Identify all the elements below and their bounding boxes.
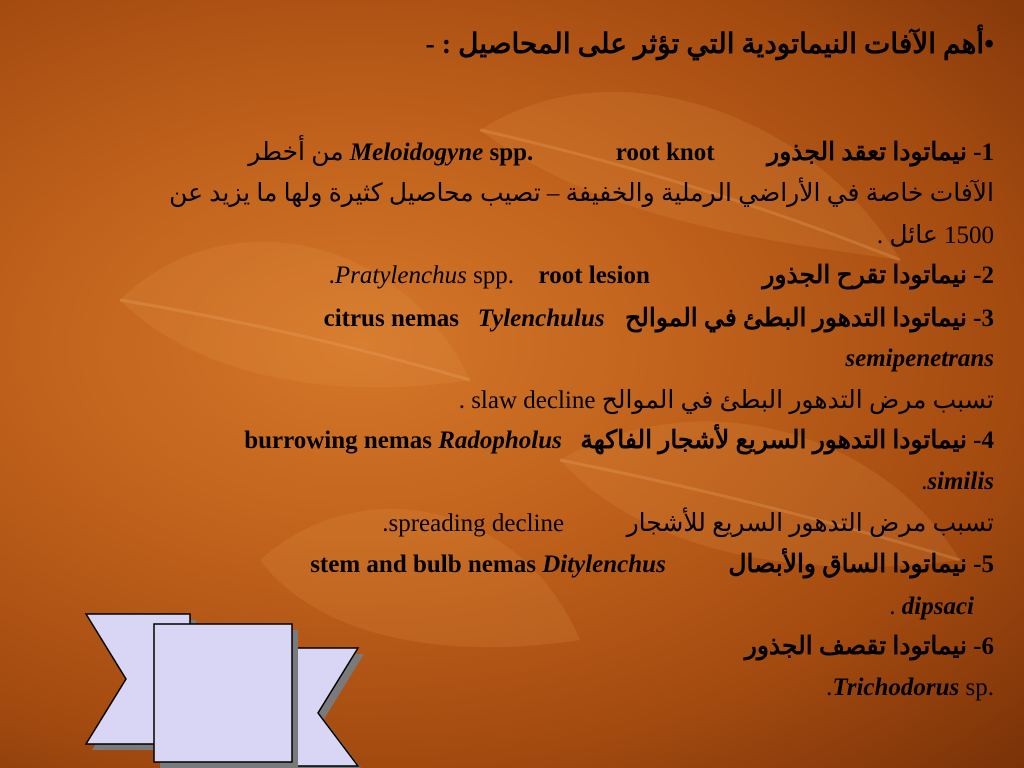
item-6-arabic-name: 6- نيماتودا تقصف الجذور <box>744 633 994 660</box>
item-4-desc-arabic: تسبب مرض التدهور السريع للأشجار <box>626 510 994 537</box>
item-4-species-line <box>30 467 994 497</box>
item-1-line <box>30 138 994 168</box>
item-4-desc <box>30 509 994 539</box>
item-2-line <box>30 261 994 291</box>
item-1-genus: Meloidogyne <box>349 139 484 166</box>
item-2-spp: spp. <box>473 262 515 289</box>
item-4-common-name: burrowing nemas <box>244 427 432 454</box>
item-4-desc-dot: . <box>382 510 389 537</box>
item-3-desc-arabic: تسبب مرض التدهور البطئ في الموالح <box>601 387 994 414</box>
item-2-dot: . <box>328 262 335 289</box>
item-3-desc-english: slaw decline <box>471 387 596 414</box>
item-4-species: similis <box>927 468 994 495</box>
item-1-desc-1: الآفات خاصة في الأراضي الرملية والخفيفة – تصيب محاصيل كثيرة ولها ما يزيد عن <box>169 180 994 207</box>
item-4-arabic-name: 4- نيماتودا التدهور السريع لأشجار الفاكهة <box>580 427 994 454</box>
item-1-spp: spp. <box>489 139 534 166</box>
item-6-dot: . <box>826 674 833 701</box>
item-3-desc-dot: . <box>458 387 465 414</box>
item-2-genus: Pratylenchus <box>334 262 467 289</box>
item-6-genus: Trichodorus <box>832 674 960 701</box>
item-4-desc-english: spreading decline <box>388 510 565 537</box>
item-3-genus: Tylenchulus <box>477 305 605 332</box>
item-4-line <box>30 426 994 456</box>
item-5-arabic-name: 5- نيماتودا الساق والأبصال <box>728 551 994 578</box>
item-1-arabic-name: 1- نيماتودا تعقد الجذور <box>767 139 994 166</box>
item-3-line <box>30 304 994 334</box>
item-2-common-name: root lesion <box>538 262 650 289</box>
item-3-species: semipenetrans <box>845 345 994 372</box>
item-5-species: dipsaci <box>901 593 974 620</box>
item-2-arabic-name: 2- نيماتودا تقرح الجذور <box>762 262 994 289</box>
item-4-genus: Radopholus <box>438 427 562 454</box>
decorative-banner-shapes <box>78 600 378 768</box>
item-3-common-name: citrus nemas <box>323 305 459 332</box>
slide-title: •أهم الآفات النيماتودية التي تؤثر على المحاصيل : - <box>425 29 994 60</box>
item-5-line <box>30 550 994 580</box>
item-3-arabic-name: 3- نيماتودا التدهور البطئ في الموالح <box>625 305 994 332</box>
item-6-spp: sp. <box>965 674 994 701</box>
item-4-dot: . <box>921 468 928 495</box>
item-5-common-name: stem and bulb nemas <box>310 551 536 578</box>
item-1-arabic-tail: من أخطر <box>248 139 344 166</box>
item-1-common-name: root knot <box>615 139 715 166</box>
item-3-desc <box>30 386 994 416</box>
item-5-genus: Ditylenchus <box>542 551 666 578</box>
item-5-dot: . <box>889 593 896 620</box>
item-3-species-line <box>30 344 994 374</box>
item-1-desc-2: 1500 عائل . <box>876 222 994 249</box>
